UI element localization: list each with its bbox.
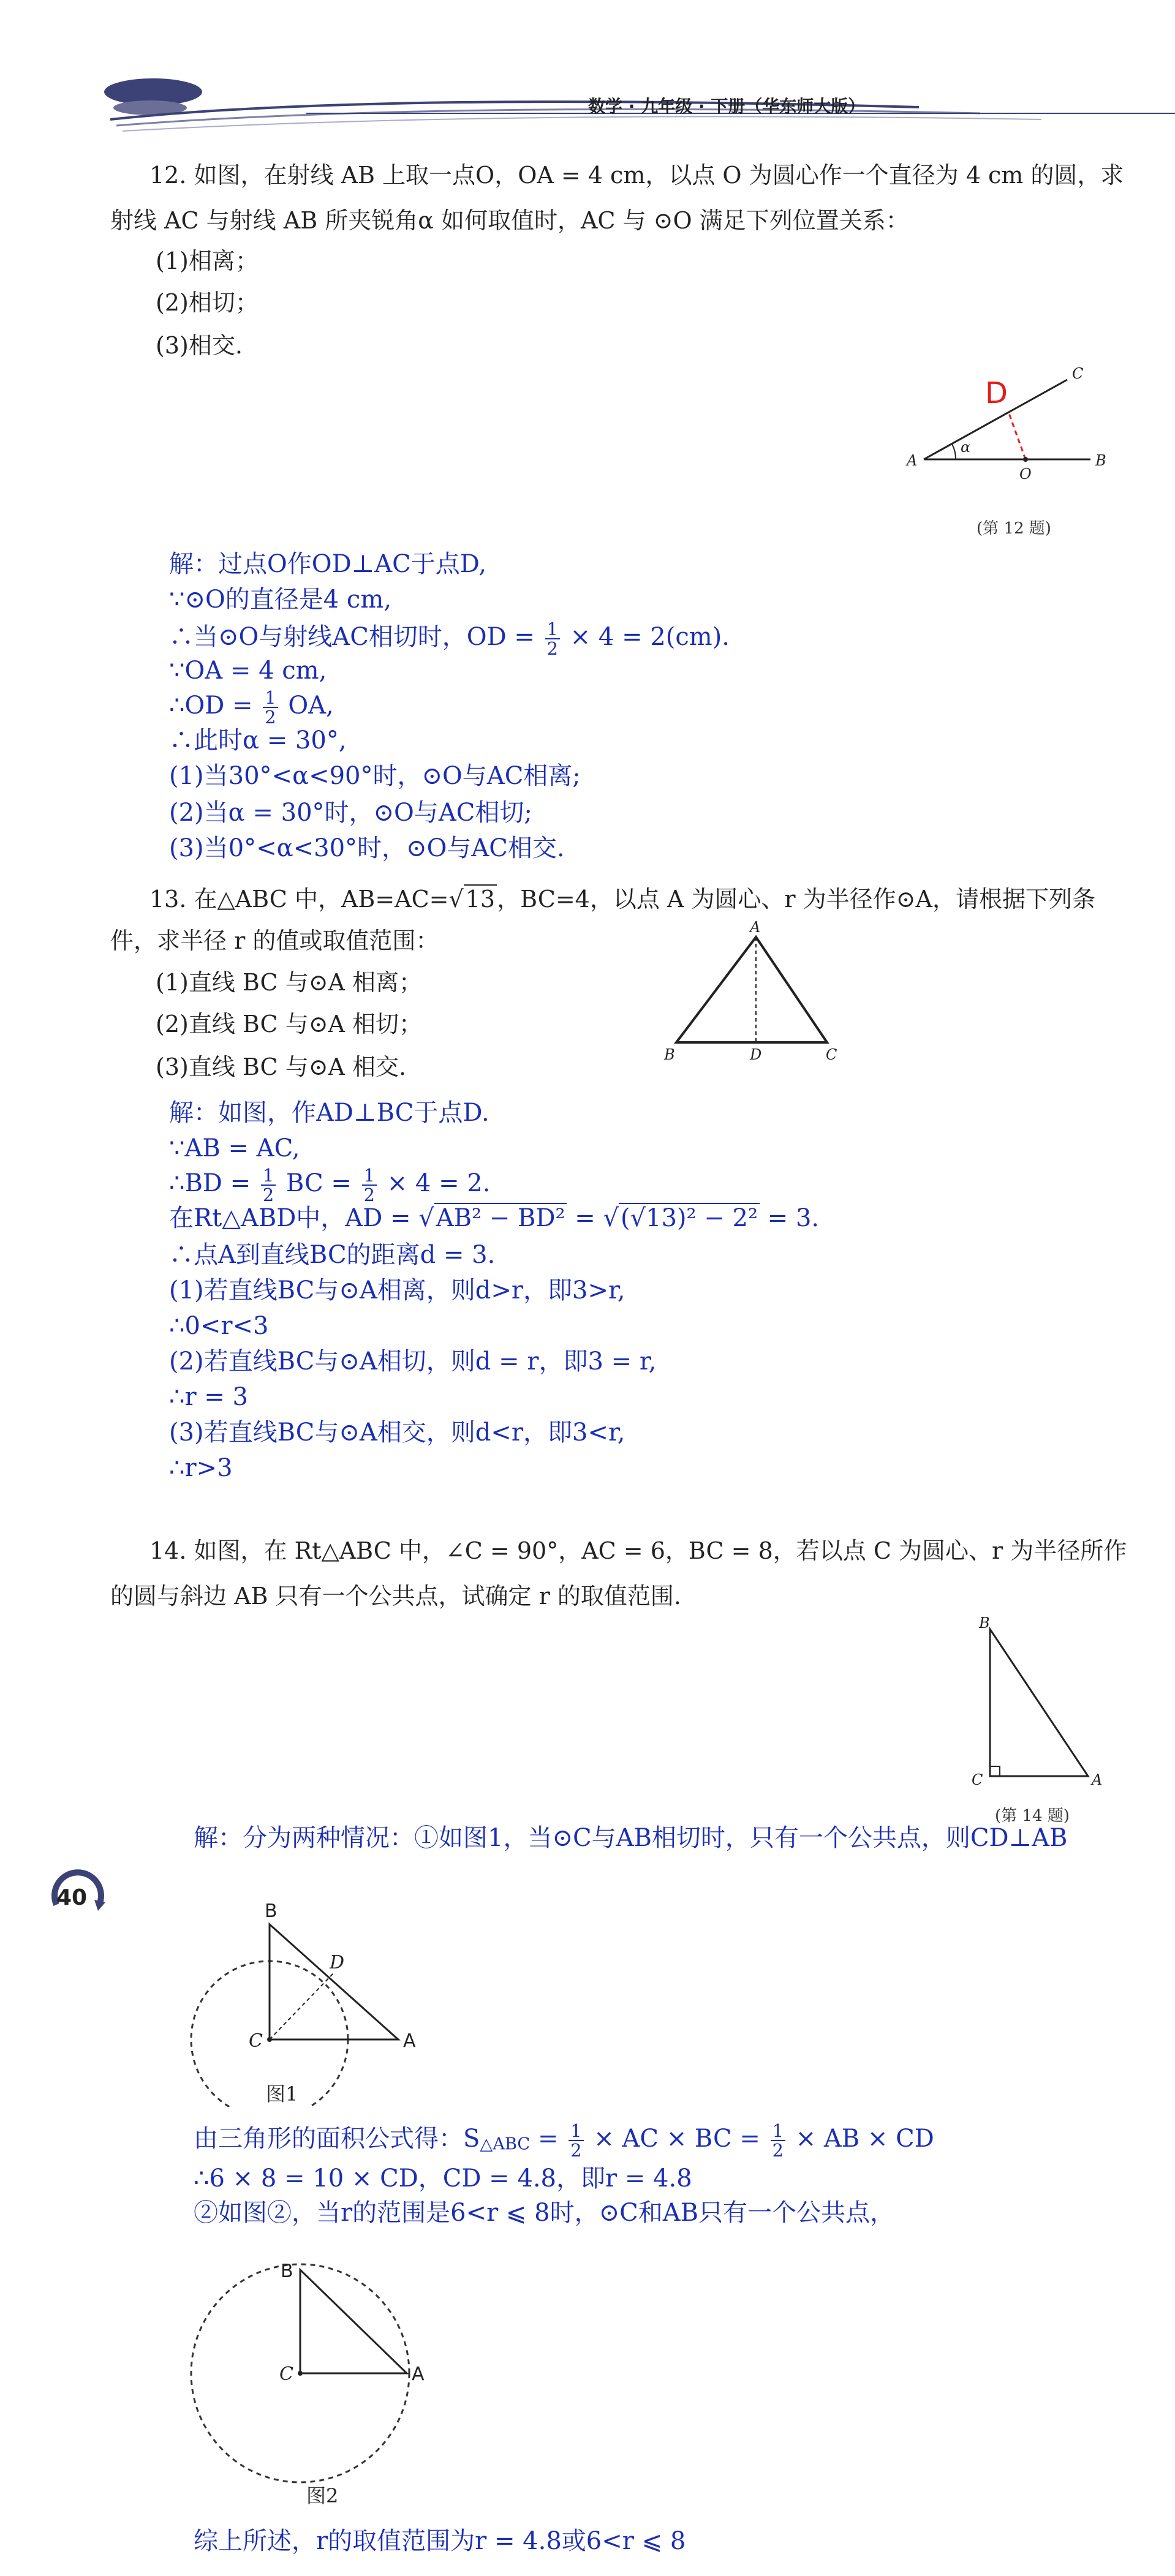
q14-fig1-point-c <box>267 2037 272 2042</box>
header-swoosh-decoration <box>0 0 1175 141</box>
q13-sol-line1: 解：如图，作AD⊥BC于点D. <box>169 1099 489 1127</box>
q13-figure <box>662 919 845 1066</box>
fraction-den: 2 <box>546 638 558 660</box>
q13-sol-line9: ∴r = 3 <box>169 1383 248 1411</box>
q14-fig2 <box>190 2242 447 2487</box>
q14-label-c: C <box>972 1771 983 1788</box>
q12-sol-line5 <box>169 688 334 726</box>
q12-stem-line1: 12. 如图，在射线 AB 上取一点O，OA = 4 cm，以点 O 为圆心作一个直径为 4 cm 的圆，求 <box>149 162 1124 189</box>
q12-item-2: (2)相切； <box>156 289 259 316</box>
q14-fig1 <box>190 1886 447 2107</box>
q13-label-b: B <box>664 1046 675 1063</box>
q12-sol-line3a: ∴当⊙O与射线AC相切时，OD = <box>169 623 535 652</box>
q12-label-alpha: α <box>961 439 971 456</box>
fraction-num: 1 <box>545 620 560 639</box>
q13-label-c: C <box>826 1046 837 1063</box>
q13-sol-line4a: 在Rt△ABD中，AD = <box>169 1204 411 1232</box>
q12-sol-line4: ∵OA = 4 cm, <box>169 657 327 685</box>
q12-item-3: (3)相交. <box>156 332 243 359</box>
q12-sol-line5a: ∴OD = <box>169 691 253 720</box>
q13-item-1: (1)直线 BC 与⊙A 相离； <box>156 969 423 996</box>
fraction-num: 1 <box>261 1166 276 1186</box>
q14-sol-line2a: 由三角形的面积公式得：S <box>194 2125 480 2153</box>
fraction-half <box>261 1166 276 1204</box>
q12-sol-line9: (3)当0°<α<30°时，⊙O与AC相交. <box>169 834 565 862</box>
fraction-half <box>545 620 560 658</box>
q14-label-b: B <box>979 1614 990 1632</box>
q12-sol-line3 <box>169 620 730 658</box>
q14-fig1-caption: 图1 <box>266 2082 298 2106</box>
q13-label-d: D <box>750 1046 762 1063</box>
header-title: 数学 · 九年级 · 下册（华东师大版） <box>588 96 866 116</box>
fraction-num: 1 <box>263 688 278 708</box>
q14-fig2-point-c <box>298 2371 303 2376</box>
q14-fig2-label-a: A <box>412 2363 425 2385</box>
q12-sol-line5b: OA, <box>288 691 334 720</box>
q12-label-b: B <box>1095 452 1106 469</box>
q12-sol-line2: ∵⊙O的直径是4 cm, <box>169 586 391 614</box>
page-header <box>0 0 1175 141</box>
q14-fig1-label-a: A <box>403 2030 416 2052</box>
q14-figure-caption: (第 14 题) <box>995 1807 1070 1825</box>
q14-sol-line2-sub: △ABC <box>480 2134 531 2154</box>
q13-sol-line8: (2)若直线BC与⊙A相切，则d = r，即3 = r, <box>169 1347 657 1376</box>
q13-sol-line2: ∵AB = AC, <box>169 1134 300 1162</box>
q13-stem-line1a: 13. 在△ABC 中，AB=AC= <box>149 886 449 913</box>
q13-label-a: A <box>750 919 761 936</box>
q12-sol-line7: (1)当30°<α<90°时，⊙O与AC相离; <box>169 762 581 790</box>
q13-triangle <box>676 937 827 1042</box>
q13-sol-line11: ∴r>3 <box>169 1454 233 1482</box>
q13-sqrt13: 13 <box>464 884 497 913</box>
q12-figure <box>894 355 1127 490</box>
q14-fig1-segment-cd <box>270 1972 334 2039</box>
q14-sol-line2d: × AB × CD <box>795 2125 934 2153</box>
q13-item-2: (2)直线 BC 与⊙A 相切； <box>156 1011 423 1038</box>
q13-stem-line1b: ，BC=4，以点 A 为圆心、r 为半径作⊙A，请根据下列条 <box>497 886 1095 913</box>
q12-stem-line2: 射线 AC 与射线 AB 所夹锐角α 如何取值时，AC 与 ⊙O 满足下列位置关系： <box>110 207 909 234</box>
q14-stem-line1: 14. 如图，在 Rt△ABC 中，∠C = 90°，AC = 6，BC = 8，若以点 C 为圆心、r 为半径所作 <box>149 1537 1127 1564</box>
q13-sol-line4b: AB² − BD² <box>434 1203 567 1232</box>
q14-fig2-label-c: C <box>279 2363 293 2385</box>
fraction-half <box>771 2122 785 2160</box>
q13-sol-line4c: = <box>575 1204 595 1232</box>
q12-sol-line1: 解：过点O作OD⊥AC于点D, <box>169 550 487 578</box>
fraction-den: 2 <box>265 707 276 728</box>
q14-fig1-label-d: D <box>330 1952 345 1973</box>
q13-item-3: (3)直线 BC 与⊙A 相交. <box>156 1053 407 1080</box>
q14-fig2-label-b: B <box>281 2261 293 2282</box>
q14-figure <box>956 1611 1127 1795</box>
q13-sol-line3c: × 4 = 2. <box>387 1169 491 1198</box>
fraction-half <box>569 2122 583 2160</box>
q12-label-o: O <box>1019 465 1032 483</box>
q13-sol-line4d: (√13)² − 2² <box>619 1203 760 1232</box>
fraction-den: 2 <box>772 2140 784 2161</box>
q14-label-a: A <box>1092 1771 1103 1788</box>
q13-sol-line4: 在Rt△ABD中，AD = √AB² − BD² = √(√13)² − 2² = 3. <box>169 1204 820 1232</box>
q13-sol-line3b: BC = <box>285 1169 352 1198</box>
q13-sol-line3 <box>169 1166 490 1204</box>
q12-label-d: D <box>985 376 1008 410</box>
q13-sol-line10: (3)若直线BC与⊙A相交，则d<r，即3<r, <box>169 1418 625 1447</box>
q13-stem-line1: 13. 在△ABC 中，AB=AC=√13，BC=4，以点 A 为圆心、r 为半径作⊙A，请根据下列条 <box>149 886 1095 913</box>
q12-label-c: C <box>1072 365 1084 382</box>
page-number: 40 <box>56 1885 88 1910</box>
q13-stem-line2: 件，求半径 r 的值或取值范围： <box>110 927 439 954</box>
q14-fig1-label-c: C <box>249 2030 263 2052</box>
q14-sol-line4: ②如图②，当r的范围是6<r ⩽ 8时，⊙C和AB只有一个公共点， <box>194 2199 895 2227</box>
q13-sol-line7: ∴0<r<3 <box>169 1312 269 1340</box>
q14-fig1-label-b: B <box>265 1900 278 1922</box>
q14-triangle <box>990 1629 1088 1776</box>
fraction-den: 2 <box>363 1184 375 1206</box>
q13-sol-line4e: = 3. <box>767 1204 820 1232</box>
q12-label-a: A <box>907 452 918 469</box>
q14-fig2-triangle <box>300 2270 407 2373</box>
q14-stem-line2: 的圆与斜边 AB 只有一个公共点，试确定 r 的取值范围. <box>110 1583 681 1610</box>
q14-fig1-triangle <box>270 1924 398 2039</box>
fraction-num: 1 <box>362 1166 377 1186</box>
q12-sol-line8: (2)当α = 30°时，⊙O与AC相切; <box>169 799 532 827</box>
q14-fig2-caption: 图2 <box>306 2484 339 2507</box>
fraction-num: 1 <box>569 2122 583 2141</box>
q13-sol-line5: ∴点A到直线BC的距离d = 3. <box>169 1241 496 1269</box>
q12-sol-line3b: × 4 = 2(cm). <box>570 623 730 652</box>
q13-sol-line3a: ∴BD = <box>169 1169 251 1198</box>
q12-point-o <box>1023 457 1028 462</box>
fraction-num: 1 <box>771 2122 785 2141</box>
q14-sol-line2c: × AC × BC = <box>594 2125 760 2153</box>
page-number-badge <box>44 1862 111 1929</box>
fraction-half <box>263 688 278 726</box>
q13-sol-line6: (1)若直线BC与⊙A相离，则d>r，即3>r, <box>169 1276 625 1305</box>
fraction-den: 2 <box>262 1184 274 1206</box>
fraction-half <box>362 1166 377 1204</box>
q14-sol-line2 <box>194 2122 934 2160</box>
q14-sol-line1: 解：分为两种情况：①如图1，当⊙C与AB相切时，只有一个公共点，则CD⊥AB <box>194 1824 1068 1852</box>
q14-sol-line2b: = <box>537 2125 559 2153</box>
fraction-den: 2 <box>570 2140 582 2161</box>
q12-segment-od <box>1009 413 1026 459</box>
q14-right-angle-mark <box>990 1766 1000 1776</box>
q14-sol-line5: 综上所述，r的取值范围为r = 4.8或6<r ⩽ 8 <box>194 2527 686 2555</box>
q12-angle-arc <box>952 444 956 459</box>
q12-item-1: (1)相离； <box>156 247 259 274</box>
q12-figure-caption: (第 12 题) <box>977 519 1051 538</box>
q14-sol-line3: ∴6 × 8 = 10 × CD，CD = 4.8，即r = 4.8 <box>194 2164 692 2193</box>
q12-sol-line6: ∴此时α = 30°, <box>169 726 347 755</box>
